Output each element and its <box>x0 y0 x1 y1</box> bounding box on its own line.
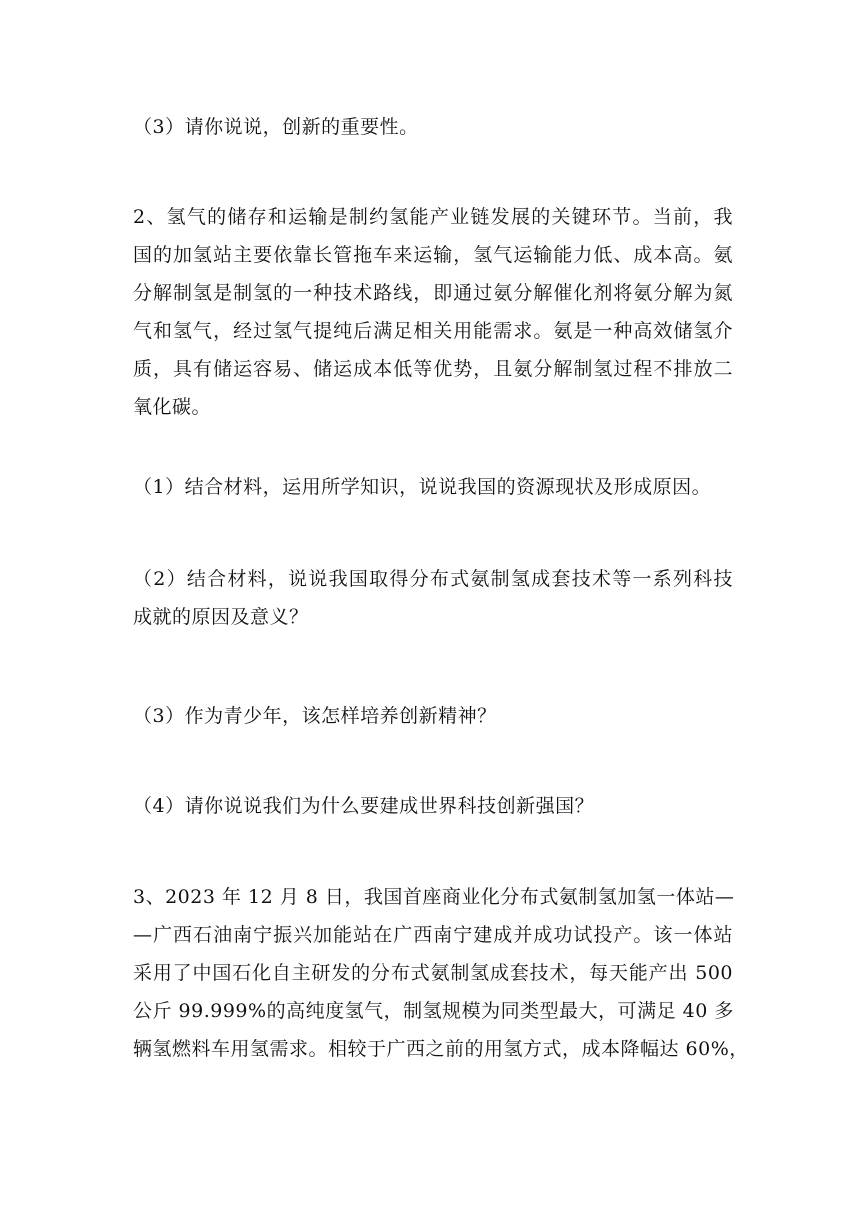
question-2-part-3 <box>133 697 733 735</box>
question-2-part-1 <box>133 468 733 506</box>
question-line: 气和氢气，经过氢气提纯后满足相关用能需求。氨是一种高效储氢介 <box>133 320 733 342</box>
question-line: 辆氢燃料车用氢需求。相较于广西之前的用氢方式，成本降幅达 60%， <box>133 1038 749 1060</box>
question-text: （4）请你说说我们为什么要建成世界科技创新强国？ <box>133 795 595 817</box>
question-line: —广西石油南宁振兴加能站在广西南宁建成并成功试投产。该一体站 <box>133 924 733 946</box>
question-line: （2）结合材料，说说我国取得分布式氨制氢成套技术等一系列科技 <box>133 568 733 590</box>
question-text: （3）请你说说，创新的重要性。 <box>133 116 419 138</box>
question-line: 2、氢气的储存和运输是制约氢能产业链发展的关键环节。当前，我 <box>133 206 733 228</box>
question-line: 成就的原因及意义？ <box>133 606 309 628</box>
question-text: （3）作为青少年，该怎样培养创新精神？ <box>133 705 497 727</box>
question-line: 国的加氢站主要依靠长管拖车来运输，氢气运输能力低、成本高。氨 <box>133 244 733 266</box>
question-1-part-3 <box>133 108 733 146</box>
question-line: 质，具有储运容易、储运成本低等优势，且氨分解制氢过程不排放二 <box>133 358 733 380</box>
question-line: 氧化碳。 <box>133 396 212 418</box>
question-2-part-4 <box>133 787 733 825</box>
question-line: 分解制氢是制氢的一种技术路线，即通过氨分解催化剂将氨分解为氮 <box>133 282 733 304</box>
question-text: （1）结合材料，运用所学知识，说说我国的资源现状及形成原因。 <box>133 476 712 498</box>
question-line: 采用了中国石化自主研发的分布式氨制氢成套技术，每天能产出 500 <box>133 962 733 984</box>
question-2-stem <box>133 198 733 426</box>
question-3-stem <box>133 878 749 1068</box>
question-line: 3、2023 年 12 月 8 日，我国首座商业化分布式氨制氢加氢一体站— <box>133 886 735 908</box>
question-2-part-2 <box>133 560 733 636</box>
question-line: 公斤 99.999%的高纯度氢气，制氢规模为同类型最大，可满足 40 多 <box>133 1000 734 1022</box>
